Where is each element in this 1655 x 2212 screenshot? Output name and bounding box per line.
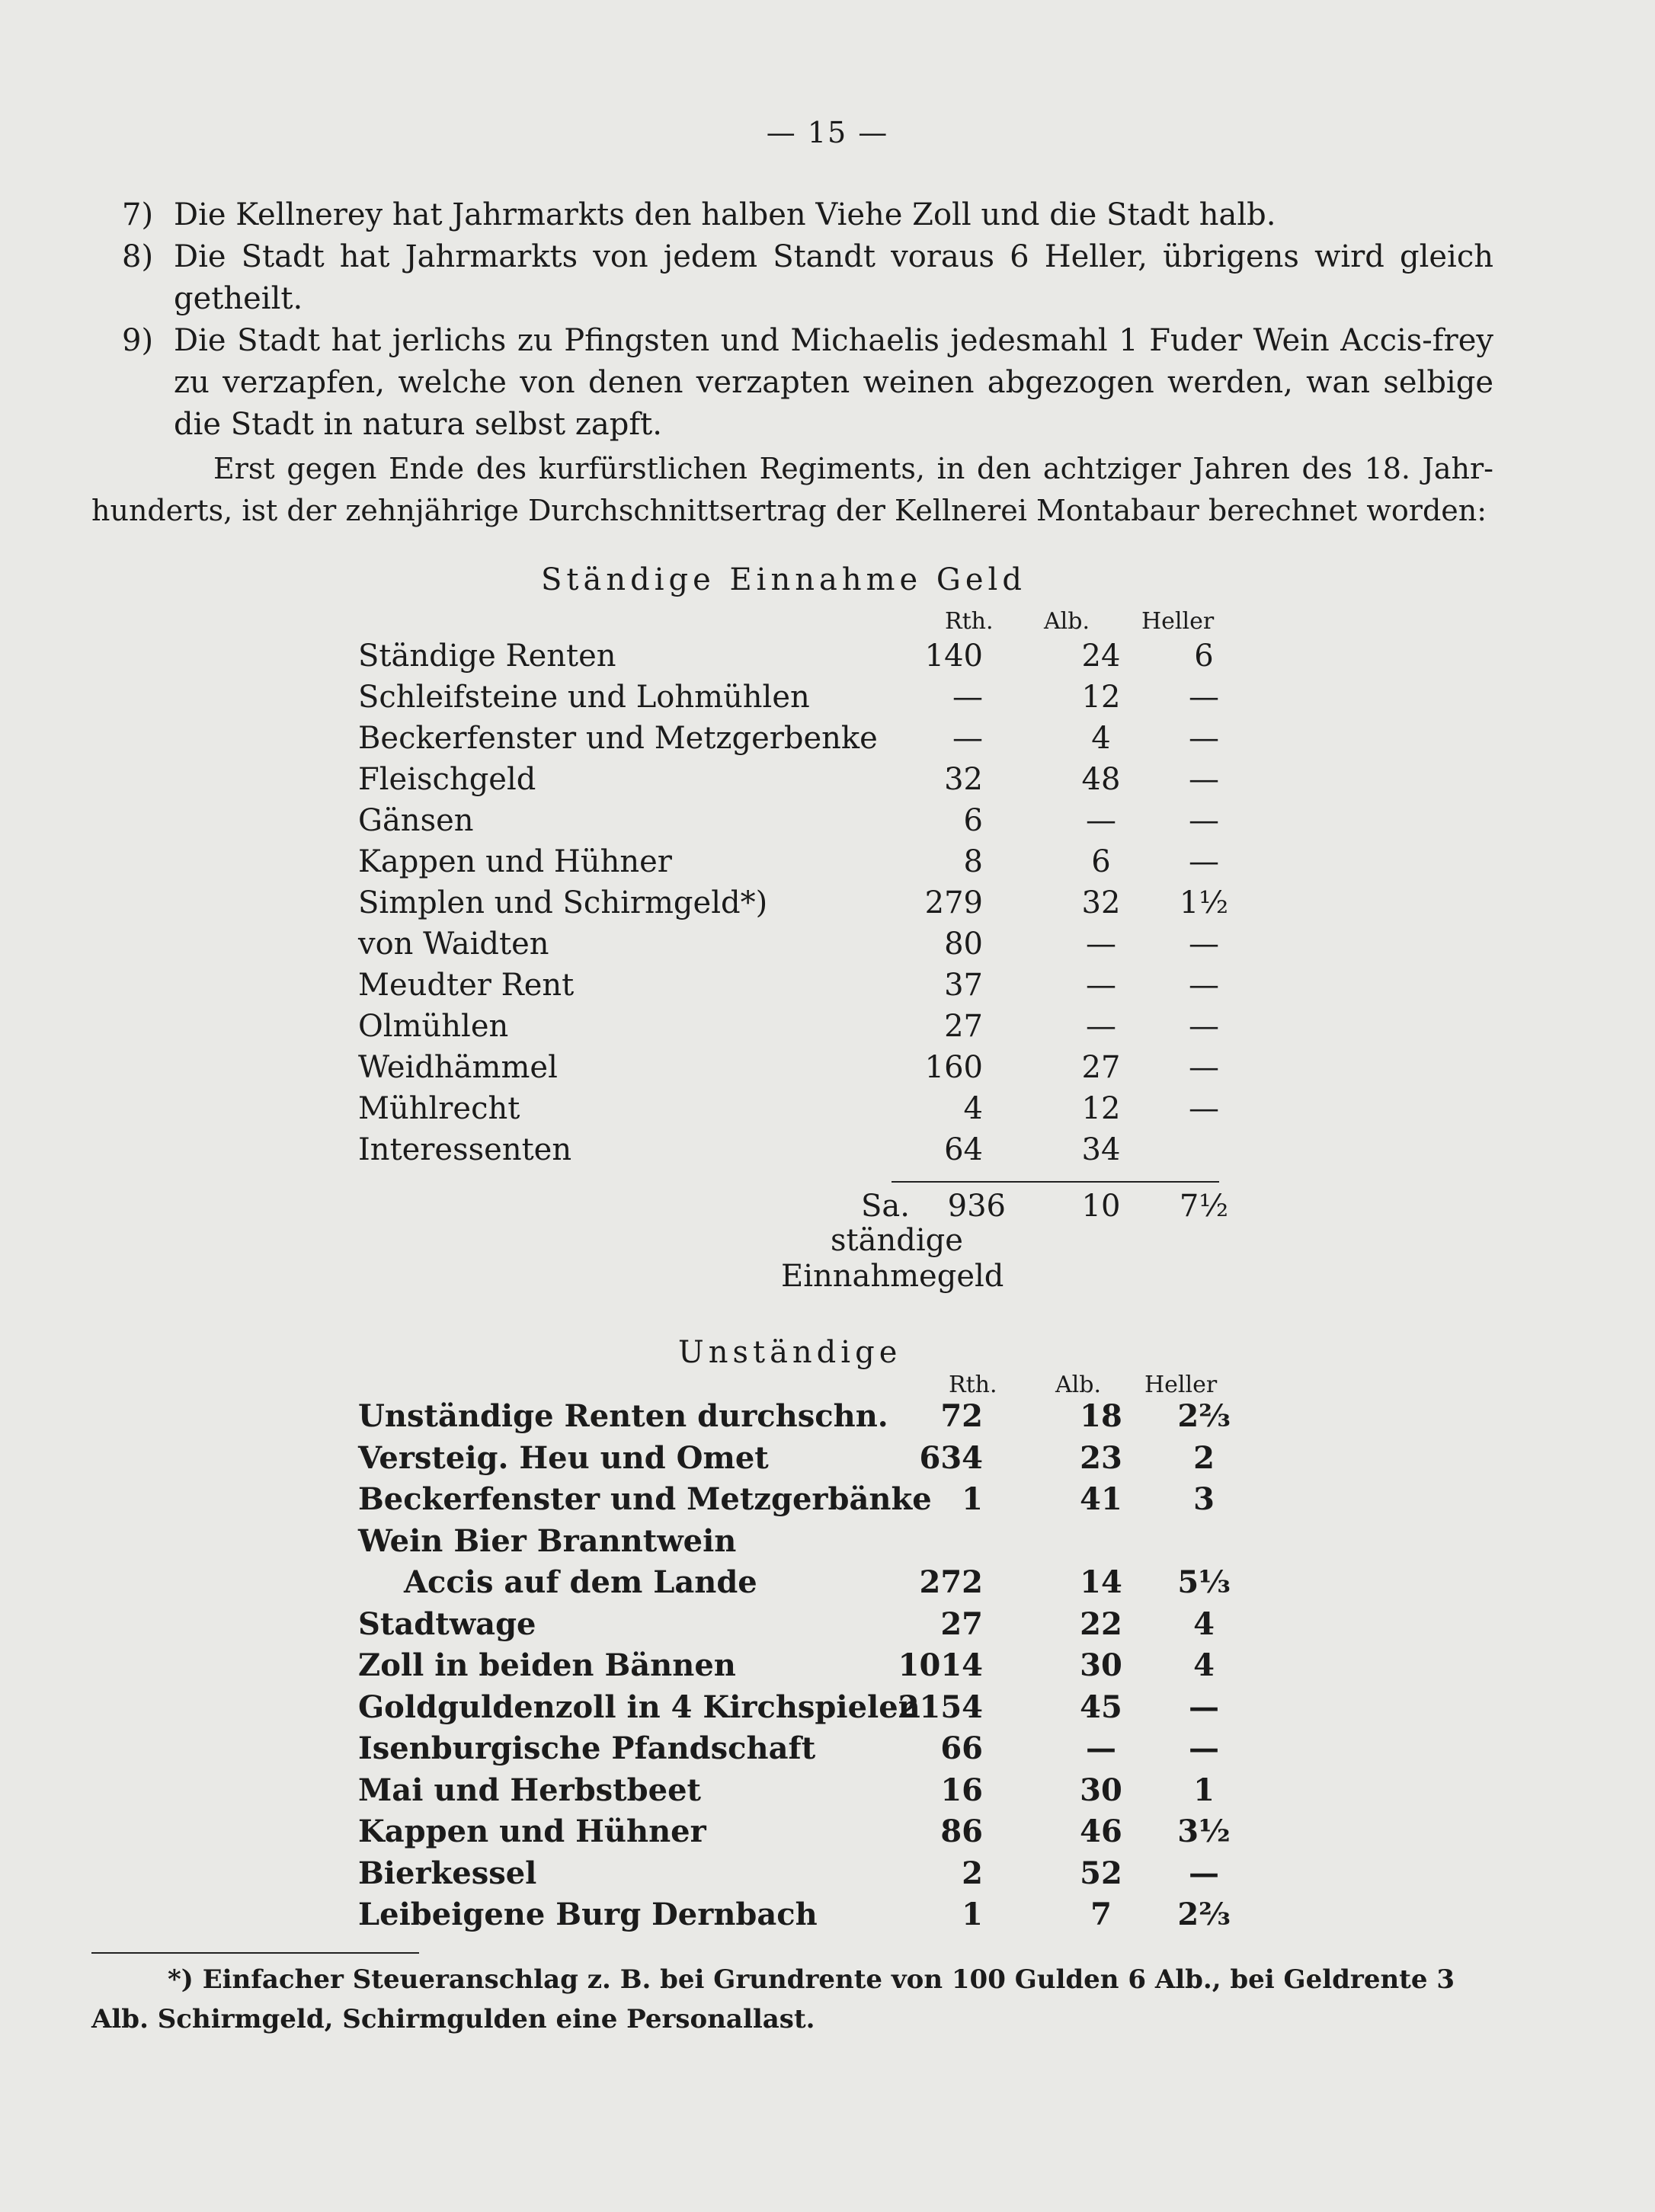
cell-rth: 86 bbox=[940, 1813, 983, 1849]
table-row bbox=[358, 1606, 1227, 1648]
cell-rth: 1014 bbox=[898, 1647, 983, 1683]
cell-heller: — bbox=[1189, 721, 1219, 756]
section-title-unstaendige: Unständige bbox=[678, 1335, 902, 1370]
cell-heller: 1½ bbox=[1179, 885, 1229, 920]
row-label: Goldguldenzoll in 4 Kirchspielen bbox=[358, 1689, 920, 1725]
sum-rule bbox=[892, 1181, 1219, 1183]
cell-heller: 3½ bbox=[1177, 1813, 1231, 1849]
cell-rth: 27 bbox=[940, 1605, 983, 1642]
cell-alb: 46 bbox=[1080, 1813, 1122, 1849]
cell-alb: 6 bbox=[1091, 844, 1111, 879]
table-row bbox=[358, 639, 1227, 680]
column-header-heller: Heller bbox=[1141, 608, 1215, 635]
cell-rth: 279 bbox=[924, 885, 983, 920]
section-title-staendige: Ständige Einnahme Geld bbox=[541, 562, 1026, 597]
cell-rth: 37 bbox=[944, 968, 983, 1003]
cell-alb: 30 bbox=[1080, 1647, 1122, 1683]
list-item bbox=[122, 236, 1493, 320]
table-row bbox=[358, 1523, 1227, 1565]
table-row bbox=[358, 1009, 1227, 1051]
cell-alb: 27 bbox=[1081, 1050, 1121, 1085]
row-label: Schleifsteine und Lohmühlen bbox=[358, 680, 810, 715]
row-label: Zoll in beiden Bännen bbox=[358, 1647, 736, 1683]
table-row bbox=[358, 680, 1227, 722]
cell-heller: — bbox=[1189, 1050, 1219, 1085]
sum-alb: 10 bbox=[1081, 1189, 1121, 1224]
cell-rth: 66 bbox=[940, 1730, 983, 1766]
row-label: Accis auf dem Lande bbox=[404, 1564, 757, 1600]
cell-heller: — bbox=[1189, 1730, 1219, 1766]
table-row bbox=[358, 1855, 1227, 1897]
row-label: Kappen und Hühner bbox=[358, 1813, 706, 1849]
cell-heller: 4 bbox=[1193, 1605, 1215, 1642]
cell-rth: 2154 bbox=[898, 1689, 983, 1725]
cell-heller: 2⅔ bbox=[1177, 1398, 1231, 1434]
item-text: Die Kellnerey hat Jahrmarkts den halben Viehe Zoll und die Stadt halb. bbox=[174, 197, 1276, 232]
table-row bbox=[358, 1398, 1231, 1440]
table-row bbox=[358, 1730, 1227, 1772]
cell-heller: — bbox=[1189, 927, 1219, 962]
table-row bbox=[358, 1440, 1227, 1482]
column-header-alb: Alb. bbox=[1055, 1372, 1101, 1398]
cell-alb: 12 bbox=[1081, 680, 1121, 715]
cell-rth: 272 bbox=[919, 1564, 983, 1600]
column-header-rth: Rth. bbox=[945, 608, 994, 635]
cell-alb: — bbox=[1086, 803, 1116, 838]
cell-alb: 34 bbox=[1081, 1132, 1121, 1167]
cell-heller: — bbox=[1189, 1091, 1219, 1126]
column-header-rth: Rth. bbox=[949, 1372, 997, 1398]
row-label: Weidhämmel bbox=[358, 1050, 558, 1085]
cell-alb: 14 bbox=[1080, 1564, 1122, 1600]
row-label: Interessenten bbox=[358, 1132, 572, 1167]
table-row bbox=[358, 803, 1227, 845]
row-label: Beckerfenster und Metzgerbenke bbox=[358, 721, 878, 756]
row-label: Mühlrecht bbox=[358, 1091, 520, 1126]
row-label: von Waidten bbox=[358, 927, 549, 962]
cell-heller: 3 bbox=[1193, 1481, 1215, 1517]
cell-heller: 4 bbox=[1193, 1647, 1215, 1683]
cell-rth: — bbox=[952, 680, 983, 715]
cell-heller: — bbox=[1189, 1689, 1219, 1725]
footnote-rule bbox=[91, 1952, 419, 1954]
item-text: Die Stadt hat jerlichs zu Pfingsten und Michaelis jedesmahl 1 Fuder Wein Accis-frey zu verzapfen, welche von denen verzapten weinen abgezogen werden, wan selbige die Stadt in natura selbst zapft. bbox=[174, 323, 1493, 442]
intro-paragraph: Erst gegen Ende des kurfürstlichen Regiments, in den achtziger Jahren des 18. Jahr-hunderts, ist der zehnjährige Durchschnittsertrag der Kellnerei Montabaur berechnet worden: bbox=[91, 452, 1493, 527]
cell-rth: 634 bbox=[919, 1439, 983, 1476]
row-label: Fleischgeld bbox=[358, 762, 536, 797]
cell-alb: — bbox=[1086, 927, 1116, 962]
cell-rth: 8 bbox=[963, 844, 983, 879]
cell-alb: 7 bbox=[1090, 1897, 1112, 1932]
table-row bbox=[358, 1564, 1231, 1606]
row-label: Bierkessel bbox=[358, 1855, 537, 1891]
cell-alb: 22 bbox=[1080, 1605, 1122, 1642]
cell-alb: 12 bbox=[1081, 1091, 1121, 1126]
cell-heller: 5⅓ bbox=[1177, 1564, 1231, 1600]
cell-rth: 1 bbox=[962, 1481, 983, 1517]
row-label: Meudter Rent bbox=[358, 968, 575, 1003]
table-row bbox=[358, 844, 1227, 886]
cell-alb: 52 bbox=[1080, 1855, 1122, 1891]
cell-heller: 6 bbox=[1194, 639, 1214, 674]
cell-alb: 30 bbox=[1080, 1772, 1122, 1808]
item-number: 8) bbox=[122, 239, 154, 274]
cell-heller: — bbox=[1189, 680, 1219, 715]
row-label: Simplen und Schirmgeld*) bbox=[358, 885, 768, 920]
cell-alb: 18 bbox=[1080, 1398, 1122, 1434]
cell-alb: 41 bbox=[1080, 1481, 1122, 1517]
item-text: Die Stadt hat Jahrmarkts von jedem Standt voraus 6 Heller, übrigens wird gleich getheilt. bbox=[174, 239, 1493, 316]
cell-alb: — bbox=[1086, 968, 1116, 1003]
cell-rth: 16 bbox=[940, 1772, 983, 1808]
row-label: Versteig. Heu und Omet bbox=[358, 1439, 769, 1476]
sum-note: Einnahmegeld bbox=[781, 1259, 1004, 1294]
table-row bbox=[358, 1813, 1231, 1855]
sum-note: ständige bbox=[831, 1223, 963, 1258]
cell-rth: 2 bbox=[962, 1855, 983, 1891]
cell-heller: — bbox=[1189, 1855, 1219, 1891]
footnote: *) Einfacher Steueranschlag z. B. bei Grundrente von 100 Gulden 6 Alb., bei Geldrente 3 Alb. Schirmgeld, Schirmgulden eine Personallast. bbox=[91, 1964, 1455, 2034]
item-number: 9) bbox=[122, 323, 154, 358]
page-number: — 15 — bbox=[766, 116, 889, 149]
table-row bbox=[358, 885, 1227, 927]
column-header-heller: Heller bbox=[1144, 1372, 1218, 1398]
cell-heller: 2⅔ bbox=[1177, 1897, 1231, 1932]
cell-alb: 24 bbox=[1081, 639, 1121, 674]
item-number: 7) bbox=[122, 197, 154, 232]
cell-alb: 4 bbox=[1091, 721, 1111, 756]
row-label: Unständige Renten durchschn. bbox=[358, 1398, 888, 1434]
cell-alb: — bbox=[1086, 1009, 1116, 1044]
cell-heller: — bbox=[1189, 1009, 1219, 1044]
cell-heller: — bbox=[1189, 968, 1219, 1003]
row-label: Beckerfenster und Metzgerbänke bbox=[358, 1481, 932, 1517]
cell-alb: — bbox=[1086, 1730, 1116, 1766]
cell-rth: 6 bbox=[963, 803, 983, 838]
cell-rth: 27 bbox=[944, 1009, 983, 1044]
row-label: Kappen und Hühner bbox=[358, 844, 672, 879]
cell-alb: 23 bbox=[1080, 1439, 1122, 1476]
cell-rth: 32 bbox=[944, 762, 983, 797]
table-row bbox=[358, 1897, 1231, 1938]
cell-alb: 45 bbox=[1080, 1689, 1122, 1725]
sum-rth: 936 bbox=[947, 1189, 1006, 1224]
list-item bbox=[122, 194, 1493, 236]
cell-heller: — bbox=[1189, 762, 1219, 797]
cell-rth: 80 bbox=[944, 927, 983, 962]
table-row bbox=[358, 1132, 1227, 1174]
row-label: Wein Bier Branntwein bbox=[358, 1522, 737, 1559]
cell-heller: 2 bbox=[1193, 1439, 1215, 1476]
table-row bbox=[358, 968, 1227, 1010]
table-row bbox=[358, 1481, 1227, 1523]
cell-rth: 72 bbox=[940, 1398, 983, 1434]
cell-rth: 160 bbox=[924, 1050, 983, 1085]
cell-rth: 64 bbox=[944, 1132, 983, 1167]
cell-heller: — bbox=[1189, 844, 1219, 879]
row-label: Ständige Renten bbox=[358, 639, 616, 674]
cell-rth: 1 bbox=[962, 1897, 983, 1932]
list-item bbox=[122, 320, 1493, 446]
cell-rth: 4 bbox=[963, 1091, 983, 1126]
cell-rth: 140 bbox=[924, 639, 983, 674]
row-label: Leibeigene Burg Dernbach bbox=[358, 1897, 818, 1932]
table-row bbox=[358, 721, 1227, 763]
row-label: Gänsen bbox=[358, 803, 474, 838]
row-label: Stadtwage bbox=[358, 1605, 536, 1642]
cell-heller: — bbox=[1189, 803, 1219, 838]
cell-alb: 32 bbox=[1081, 885, 1121, 920]
row-label: Mai und Herbstbeet bbox=[358, 1772, 701, 1808]
table-row bbox=[358, 927, 1227, 968]
cell-rth: — bbox=[952, 721, 983, 756]
row-label: Isenburgische Pfandschaft bbox=[358, 1730, 816, 1766]
cell-heller: 1 bbox=[1193, 1772, 1215, 1808]
table-row bbox=[358, 1772, 1227, 1814]
cell-alb: 48 bbox=[1081, 762, 1121, 797]
table-row bbox=[358, 1647, 1227, 1689]
table-row bbox=[358, 1091, 1227, 1133]
table-row bbox=[358, 762, 1227, 804]
column-header-alb: Alb. bbox=[1044, 608, 1090, 635]
sum-heller: 7½ bbox=[1179, 1189, 1229, 1224]
sum-label: Sa. bbox=[861, 1189, 910, 1224]
row-label: Olmühlen bbox=[358, 1009, 509, 1044]
table-row bbox=[358, 1050, 1227, 1092]
table-row bbox=[358, 1689, 1227, 1731]
